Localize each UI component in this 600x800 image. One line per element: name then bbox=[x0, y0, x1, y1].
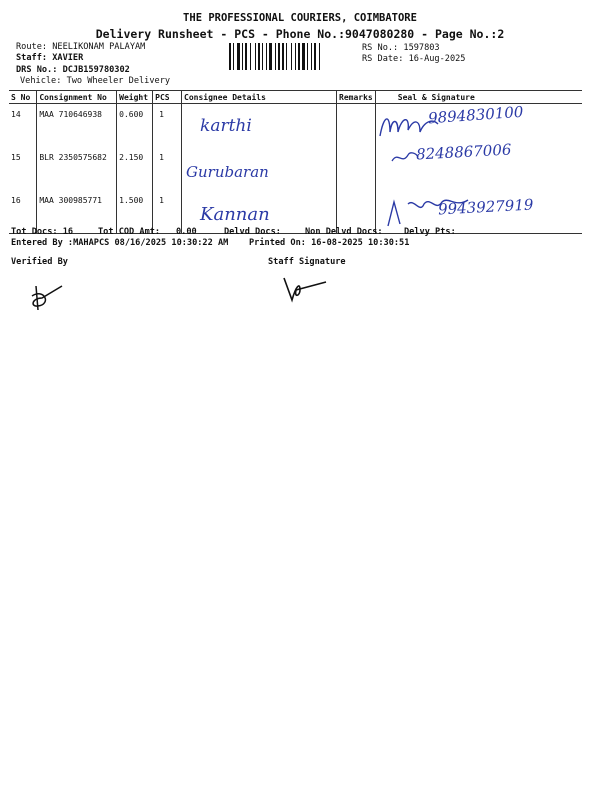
cell-consignment: BLR 2350575682 bbox=[37, 147, 117, 190]
table-header-row bbox=[9, 91, 582, 104]
staff-signature-label: Staff Signature bbox=[268, 257, 346, 267]
cell-remarks bbox=[337, 104, 376, 148]
table-row bbox=[9, 147, 582, 190]
cell-pcs: 1 bbox=[153, 104, 182, 148]
rs-number: RS No.: 1597803 bbox=[362, 43, 440, 53]
total-docs: Tot Docs: 16 bbox=[11, 227, 74, 237]
cell-pcs: 1 bbox=[153, 190, 182, 234]
handwritten-consignee: Gurubaran bbox=[186, 163, 269, 181]
drs-number: DRS No.: DCJB159780302 bbox=[16, 65, 130, 75]
runsheet-table bbox=[9, 90, 582, 234]
verifier-signature-icon bbox=[26, 280, 70, 314]
cell-consignee bbox=[182, 147, 337, 190]
col-header-consignment: Consignment No bbox=[37, 91, 117, 104]
cell-consignment: MAA 300985771 bbox=[37, 190, 117, 234]
cell-weight: 0.600 bbox=[117, 104, 153, 148]
cell-weight: 2.150 bbox=[117, 147, 153, 190]
cell-sno: 16 bbox=[9, 190, 37, 234]
cell-seal bbox=[375, 140, 582, 190]
table-row bbox=[9, 190, 582, 234]
printed-on: Printed On: 16-08-2025 10:30:51 bbox=[249, 238, 410, 248]
barcode bbox=[229, 43, 358, 70]
handwritten-consignee: karthi bbox=[200, 116, 252, 136]
handwritten-phone: 9943927919 bbox=[437, 195, 534, 219]
company-name: THE PROFESSIONAL COURIERS, COIMBATORE bbox=[183, 12, 417, 24]
col-header-remarks: Remarks bbox=[337, 91, 376, 104]
rs-date: RS Date: 16-Aug-2025 bbox=[362, 54, 466, 64]
staff: Staff: XAVIER bbox=[16, 53, 84, 63]
total-cod-label: Tot COD Amt: bbox=[98, 227, 161, 237]
verified-by-label: Verified By bbox=[11, 257, 68, 267]
non-delivered-docs: Non Delvd Docs: bbox=[305, 227, 383, 237]
delivered-docs: Delvd Docs: bbox=[224, 227, 281, 237]
cell-sno: 15 bbox=[11, 153, 21, 162]
cell-weight: 1.500 bbox=[117, 190, 153, 234]
total-cod-value: 0.00 bbox=[176, 227, 197, 237]
vehicle: Vehicle: Two Wheeler Delivery bbox=[20, 76, 171, 86]
cell-seal bbox=[375, 104, 582, 148]
cell-consignee bbox=[182, 104, 337, 148]
handwritten-consignee: Kannan bbox=[200, 204, 270, 225]
col-header-weight: Weight bbox=[117, 91, 153, 104]
col-header-consignee: Consignee Details bbox=[182, 91, 337, 104]
col-header-seal: Seal & Signature bbox=[375, 91, 582, 104]
cell-consignment: MAA 710646938 bbox=[37, 104, 117, 148]
staff-signature-icon bbox=[280, 272, 332, 306]
page-title: Delivery Runsheet - PCS - Phone No.:9047080280 - Page No.:2 bbox=[95, 27, 505, 41]
handwritten-phone: 9894830100 bbox=[427, 102, 524, 128]
cell-remarks bbox=[337, 147, 376, 190]
delivery-points: Delvy Pts: bbox=[404, 227, 456, 237]
col-header-sno: S No bbox=[9, 91, 37, 104]
route: Route: NEELIKONAM PALAYAM bbox=[16, 42, 146, 52]
handwritten-phone: 8248867006 bbox=[415, 140, 512, 164]
cell-pcs: 1 bbox=[153, 147, 182, 190]
entered-by: Entered By :MAHAPCS 08/16/2025 10:30:22 AM bbox=[11, 238, 229, 248]
col-header-pcs: PCS bbox=[153, 91, 182, 104]
cell-sno: 14 bbox=[11, 110, 21, 119]
